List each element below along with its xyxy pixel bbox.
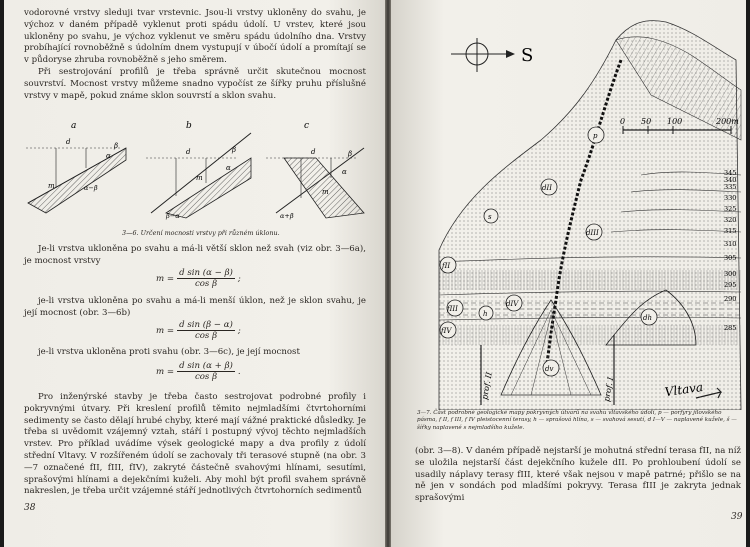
formula-2: m = $\frac{\text{d sin (β − α)}}{\text{cos β}}$ ; — [156, 320, 241, 341]
fig-b-alpha: α — [226, 164, 231, 172]
map-label-p: p — [593, 132, 598, 140]
paragraph-3: Je-li vrstva ukloněna po svahu a má-li větší sklon než svah (viz obr. 3—6a), je mocnost vrstvy — [24, 244, 366, 266]
fig-b-d: d — [186, 148, 191, 156]
formula-3: m = $\frac{\text{d sin (α + β)}}{\text{cos β}}$ . — [156, 361, 241, 382]
fig-a-amb: α−β — [84, 184, 98, 192]
fig-c-apb: α+β — [280, 212, 294, 220]
fig-a-alpha: α — [106, 152, 111, 160]
paragraph-5: je-li vrstva ukloněna proti svahu (obr. 3—6c), je její mocnost — [38, 347, 300, 357]
figure-3-6 — [26, 118, 366, 228]
fig-b-m: m — [196, 174, 203, 182]
figure-3-6-caption: 3—6. Určení mocnosti vrstvy při různém úklonu. — [122, 229, 280, 237]
fig-label-a: a — [71, 121, 77, 131]
fig-a-beta: β — [114, 142, 119, 150]
left-text-top — [24, 8, 366, 102]
map-label-dIV: dIV — [506, 300, 519, 308]
contour-295: 295 — [724, 281, 737, 289]
fig-c-alpha: α — [342, 168, 347, 176]
river-label: Vltava — [663, 379, 704, 400]
fig-label-b: b — [186, 121, 192, 131]
scale-tick-100: 100 — [667, 117, 683, 126]
map-label-fII: fII — [442, 262, 451, 270]
fig-a-m: m — [48, 182, 55, 190]
paragraph-6: Pro inženýrské stavby je třeba často sestrojovat podrobné profily i pokryvnými útvary. Při kreslení profilů těmito nejmladšími čtvrtohorními sedimenty se často dělají hrubé chyby, které mají vážné praktické důsledky. Je třeba si uvědomit vzájemný vztah, stáří i postupný vývoj těchto nejmladších vrstev. Pro příklad uvádíme výsek geologické mapy a dva profily z údolí střední Vltavy. V rozšířeném údolí se zachovaly tři terasové stupně (na obr. 3—7 označené fII, fIII, fIV), zakryté částečně svahovými hlínami, sesutími, sprašovými hlínami a dejekčními kuželi. Aby mohl být profil svahem správně nakreslen, je třeba určit vzájemné stáří jednotlivých čtvrtohorních sedimentů — [24, 392, 366, 497]
fig-label-c: c — [304, 121, 310, 131]
contour-315: 315 — [724, 227, 737, 235]
map-label-s: s — [488, 213, 492, 221]
paragraph-4: je-li vrstva ukloněna po svahu a má-li menší úklon, než je sklon svahu, je její mocnost (obr. 3—6b) — [24, 296, 366, 318]
contour-300: 300 — [724, 270, 737, 278]
north-label: S — [521, 45, 534, 66]
fig-c-beta: β — [348, 150, 353, 158]
page-number-right: 39 — [731, 512, 743, 522]
map-label-dIII: dIII — [586, 229, 599, 237]
figure-3-7-caption: 3—7. Část podrobné geologické mapy pokryvných útvarů na svahu vltavského údolí, p — porfyry jílovského pásma, f II, f III, f IV pleistocenní terasy, h — sprašová hlína, s — svahová sesutí, d I—V — naplavené kužele, š — šířky naplavené s nejmladšího kužele. — [417, 410, 737, 431]
contour-330: 330 — [724, 194, 737, 202]
contour-290: 290 — [724, 295, 737, 303]
contour-320: 320 — [724, 216, 737, 224]
paragraph-2: Při sestrojování profilů je třeba správně určit skutečnou mocnost souvrství. Mocnost vrstvy můžeme snadno vypočíst ze šířky pruhu příslušné vrstvy v mapě, pokud známe sklon souvrstí a sklon svahu. — [24, 66, 366, 101]
right-page — [391, 0, 746, 547]
map-label-fIV: fIV — [441, 327, 452, 335]
contour-345: 345 — [724, 169, 737, 177]
figure-3-7-map — [391, 0, 746, 410]
fig-b-bma: β−α — [166, 212, 180, 220]
fig-a-d: d — [66, 138, 71, 146]
scale-tick-50: 50 — [641, 117, 652, 126]
formula-1: m = $\frac{\text{d sin (α − β)}}{\text{cos β}}$ ; — [156, 268, 241, 289]
contour-340: 340 — [724, 176, 737, 184]
contour-335: 335 — [724, 183, 737, 191]
contour-325: 325 — [724, 205, 737, 213]
contour-285: 285 — [724, 324, 737, 332]
map-label-dII: dII — [542, 184, 553, 192]
map-label-dv: dv — [545, 365, 554, 373]
left-page — [4, 0, 385, 547]
north-arrow-icon — [451, 38, 515, 72]
fig-c-d: d — [311, 148, 316, 156]
profile-1-label: prof. I — [602, 376, 616, 403]
scale-tick-0: 0 — [620, 117, 626, 126]
fig-b-beta: β — [232, 146, 237, 154]
profile-2-label: prof. II — [480, 371, 494, 401]
page-number-left: 38 — [24, 503, 36, 513]
contour-305: 305 — [724, 254, 737, 262]
map-label-fIII: fIII — [447, 305, 458, 313]
map-label-dh: dh — [643, 314, 652, 322]
map-label-h: h — [483, 310, 488, 318]
contour-310: 310 — [724, 240, 737, 248]
right-paragraph: (obr. 3—8). V daném případě nejstarší je mohutná střední terasa fII, na níž se uložila nejstarší část dejekčního kužele dII. Po prohloubení údolí se usadily náplavy terasy fIII, které však nejsou v mapě patrné; přišlo se na ně jen v sondách pod mladšími pokryvy. Terasa fIII je zakryta jednak sprašovými — [415, 446, 741, 504]
fig-c-m: m — [322, 188, 329, 196]
paragraph-1: vodorovné vrstvy sleduji tvar vrstevnic. Jsou-li vrstvy ukloněny do svahu, je výchoz v daném případě vyklenut proti spádu údolí. U vrstev, které jsou ukloněny po svahu, je výchoz vyklenut ve směru spádu údolního dna. Vrstvy probíhající rovnoběžně s údolním dnem vystupují v úbočí údolí a promítají se v půdoryse zhruba rovnoběžně s jeho směrem. — [24, 8, 366, 66]
book-spread — [4, 0, 746, 547]
scale-tick-200: 200m — [716, 117, 739, 126]
